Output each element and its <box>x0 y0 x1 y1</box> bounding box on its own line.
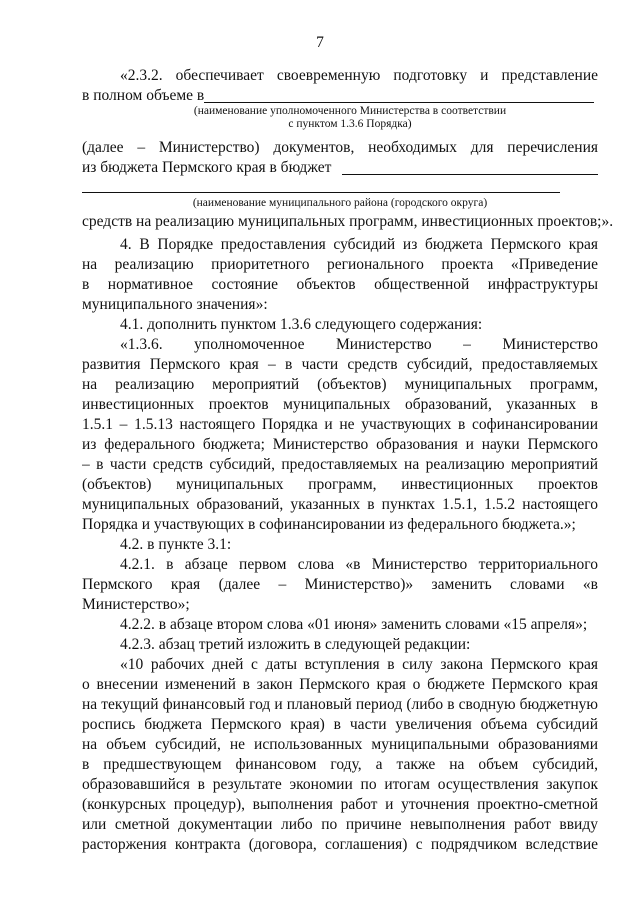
text-line: (объектов) муниципальных программ, инвестиционных проектов <box>82 476 598 493</box>
fill-in-line <box>82 192 560 193</box>
text-line: на текущий финансовый год и плановый период (либо в сводную бюджетную <box>82 696 598 713</box>
text-line: развития Пермского края – в части средств субсидий, предоставляемых <box>82 356 598 373</box>
text-line: средств на реализацию муниципальных программ, инвестиционных проектов;». <box>82 213 614 230</box>
text-line: «1.3.6. уполномоченное Министерство – Министерство <box>120 336 598 353</box>
fill-in-line <box>342 174 598 175</box>
text-line: образовавшийся в результате экономии по итогам осуществления закупок <box>82 776 598 793</box>
text-line: (далее – Министерство) документов, необходимых для перечисления <box>82 139 598 156</box>
text-line: в нормативное состояние объектов общественной инфраструктуры <box>82 276 598 293</box>
text-line: 4.2. в пункте 3.1: <box>120 536 232 553</box>
field-caption: (наименование уполномоченного Министерства в соответствии <box>193 105 507 117</box>
text-line: 4.2.2. в абзаце втором слова «01 июня» заменить словами «15 апреля»; <box>120 616 588 633</box>
field-caption: с пунктом 1.3.6 Порядка) <box>288 118 412 130</box>
text-line: 4.2.1. в абзаце первом слова «в Министерство территориального <box>120 556 598 573</box>
text-line: на объем субсидий, не использованных муниципальными образованиями <box>82 736 598 753</box>
text-line: из бюджета Пермского края в бюджет <box>82 159 332 176</box>
text-line: Порядка и участвующих в софинансировании из федерального бюджета.»; <box>82 516 576 533</box>
text-line: «2.3.2. обеспечивает своевременную подготовку и представление <box>120 67 598 84</box>
text-line: или сметной документации либо по причине невыполнения работ ввиду <box>82 816 598 833</box>
text-line: в полном объеме в <box>82 87 205 104</box>
text-line: инвестиционных проектов муниципальных образований, указанных в <box>82 396 598 413</box>
text-line: на реализацию приоритетного регионального проекта «Приведение <box>82 256 598 273</box>
text-line: Пермского края (далее – Министерство)» заменить словами «в <box>82 576 598 593</box>
text-line: о внесении изменений в закон Пермского края о бюджете Пермского края <box>82 676 598 693</box>
text-line: на реализацию мероприятий (объектов) муниципальных программ, <box>82 376 598 393</box>
fill-in-line <box>204 102 594 103</box>
text-line: 4. В Порядке предоставления субсидий из бюджета Пермского края <box>120 236 598 253</box>
text-line: 1.5.1 – 1.5.13 настоящего Порядка и не участвующих в софинансировании <box>82 416 598 433</box>
text-line: муниципальных образований, указанных в пунктах 1.5.1, 1.5.2 настоящего <box>82 496 598 513</box>
text-line: – в части средств субсидий, предоставляемых на реализацию мероприятий <box>82 456 598 473</box>
text-line: из федерального бюджета; Министерство образования и науки Пермского <box>82 436 598 453</box>
text-line: роспись бюджета Пермского края) в части увеличения объема субсидий <box>82 716 598 733</box>
field-caption: (наименование муниципального района (городского округа) <box>192 197 488 209</box>
text-line: Министерство»; <box>82 596 190 613</box>
text-line: «10 рабочих дней с даты вступления в силу закона Пермского края <box>120 656 598 673</box>
text-line: муниципального значения»: <box>82 296 268 313</box>
page-number: 7 <box>316 34 324 51</box>
text-line: (конкурсных процедур), выполнения работ и уточнения проектно-сметной <box>82 796 598 813</box>
text-line: 4.1. дополнить пунктом 1.3.6 следующего содержания: <box>120 316 483 333</box>
text-line: 4.2.3. абзац третий изложить в следующей редакции: <box>120 636 471 653</box>
text-line: в предшествующем финансовом году, а также на объем субсидий, <box>82 756 598 773</box>
text-line: расторжения контракта (договора, соглашения) с подрядчиком вследствие <box>82 836 598 853</box>
